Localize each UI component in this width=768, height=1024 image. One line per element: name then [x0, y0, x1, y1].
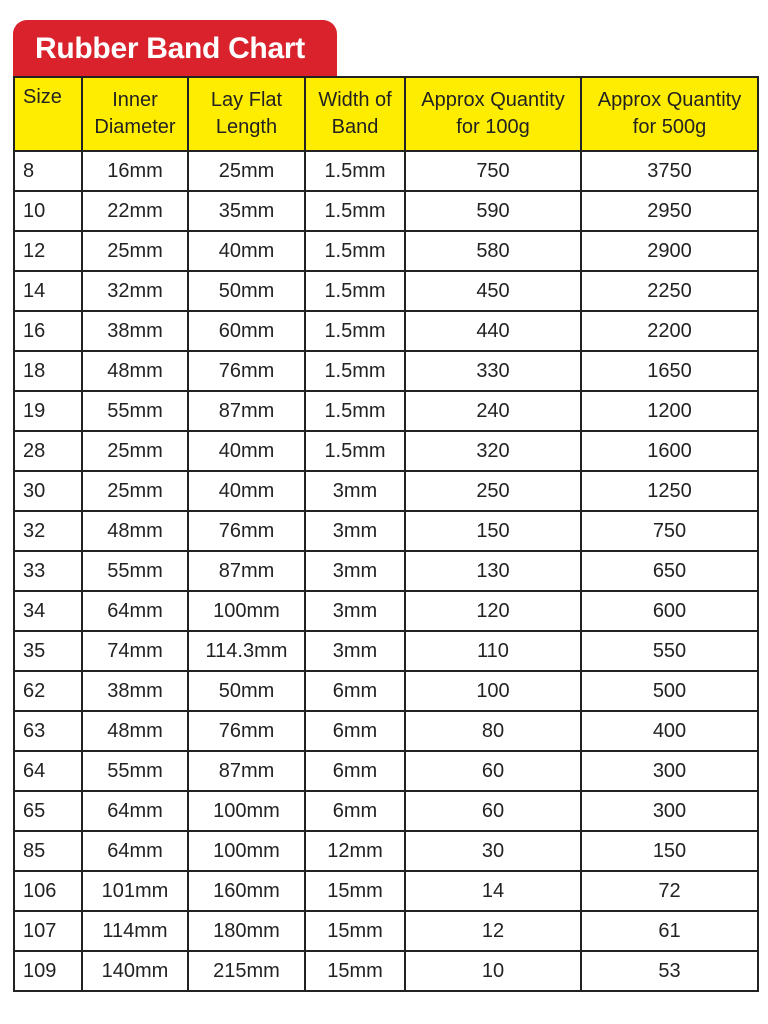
table-row	[14, 311, 758, 351]
cell-qty-100g: 100	[405, 671, 581, 711]
cell-width-of-band: 15mm	[305, 871, 405, 911]
cell-lay-flat-length: 215mm	[188, 951, 305, 991]
cell-qty-500g: 2200	[581, 311, 758, 351]
cell-size: 65	[14, 791, 82, 831]
header-qty-500g-line2: for 500g	[632, 116, 707, 138]
cell-width-of-band: 1.5mm	[305, 151, 405, 191]
header-width-of-band	[305, 77, 405, 151]
cell-qty-100g: 250	[405, 471, 581, 511]
header-row	[14, 77, 758, 151]
cell-lay-flat-length: 60mm	[188, 311, 305, 351]
cell-qty-100g: 30	[405, 831, 581, 871]
cell-inner-diameter: 48mm	[82, 351, 188, 391]
cell-lay-flat-length: 40mm	[188, 431, 305, 471]
cell-size: 85	[14, 831, 82, 871]
cell-qty-500g: 550	[581, 631, 758, 671]
cell-inner-diameter: 25mm	[82, 231, 188, 271]
table-row	[14, 191, 758, 231]
cell-qty-500g: 500	[581, 671, 758, 711]
cell-lay-flat-length: 160mm	[188, 871, 305, 911]
cell-size: 28	[14, 431, 82, 471]
cell-qty-100g: 110	[405, 631, 581, 671]
cell-inner-diameter: 64mm	[82, 791, 188, 831]
cell-lay-flat-length: 87mm	[188, 391, 305, 431]
header-lay-flat-length-line2: Length	[215, 116, 278, 138]
cell-size: 8	[14, 151, 82, 191]
cell-qty-500g: 750	[581, 511, 758, 551]
cell-qty-100g: 60	[405, 791, 581, 831]
header-width-of-band-line1: Width of	[318, 89, 392, 111]
header-size	[14, 77, 82, 151]
cell-inner-diameter: 38mm	[82, 311, 188, 351]
table-header	[14, 77, 758, 151]
table-row	[14, 231, 758, 271]
cell-qty-500g: 300	[581, 751, 758, 791]
cell-width-of-band: 1.5mm	[305, 311, 405, 351]
cell-qty-500g: 650	[581, 551, 758, 591]
table-row	[14, 951, 758, 991]
cell-width-of-band: 1.5mm	[305, 191, 405, 231]
table-row	[14, 831, 758, 871]
page-title: Rubber Band Chart	[35, 32, 305, 65]
table-row	[14, 351, 758, 391]
cell-size: 62	[14, 671, 82, 711]
table-row	[14, 871, 758, 911]
table-row	[14, 511, 758, 551]
cell-lay-flat-length: 100mm	[188, 831, 305, 871]
table-row	[14, 271, 758, 311]
cell-qty-100g: 750	[405, 151, 581, 191]
cell-inner-diameter: 16mm	[82, 151, 188, 191]
cell-inner-diameter: 55mm	[82, 751, 188, 791]
cell-width-of-band: 3mm	[305, 591, 405, 631]
cell-qty-500g: 1200	[581, 391, 758, 431]
cell-inner-diameter: 32mm	[82, 271, 188, 311]
header-lay-flat-length	[188, 77, 305, 151]
cell-lay-flat-length: 25mm	[188, 151, 305, 191]
cell-inner-diameter: 74mm	[82, 631, 188, 671]
cell-lay-flat-length: 100mm	[188, 791, 305, 831]
cell-qty-100g: 580	[405, 231, 581, 271]
cell-qty-100g: 590	[405, 191, 581, 231]
cell-inner-diameter: 38mm	[82, 671, 188, 711]
table-row	[14, 151, 758, 191]
header-qty-100g-line1: Approx Quantity	[421, 89, 565, 111]
cell-lay-flat-length: 35mm	[188, 191, 305, 231]
cell-qty-100g: 440	[405, 311, 581, 351]
cell-lay-flat-length: 40mm	[188, 471, 305, 511]
cell-width-of-band: 6mm	[305, 711, 405, 751]
cell-qty-500g: 2250	[581, 271, 758, 311]
cell-inner-diameter: 101mm	[82, 871, 188, 911]
cell-inner-diameter: 22mm	[82, 191, 188, 231]
cell-width-of-band: 15mm	[305, 951, 405, 991]
cell-inner-diameter: 48mm	[82, 711, 188, 751]
cell-size: 63	[14, 711, 82, 751]
cell-qty-100g: 450	[405, 271, 581, 311]
table-row	[14, 471, 758, 511]
cell-qty-100g: 130	[405, 551, 581, 591]
cell-lay-flat-length: 87mm	[188, 551, 305, 591]
cell-qty-500g: 1600	[581, 431, 758, 471]
table-row	[14, 591, 758, 631]
cell-width-of-band: 6mm	[305, 671, 405, 711]
cell-size: 14	[14, 271, 82, 311]
cell-qty-100g: 60	[405, 751, 581, 791]
cell-width-of-band: 6mm	[305, 751, 405, 791]
cell-lay-flat-length: 50mm	[188, 671, 305, 711]
cell-width-of-band: 3mm	[305, 631, 405, 671]
cell-width-of-band: 1.5mm	[305, 271, 405, 311]
table-row	[14, 751, 758, 791]
cell-size: 64	[14, 751, 82, 791]
cell-qty-100g: 14	[405, 871, 581, 911]
cell-size: 19	[14, 391, 82, 431]
cell-lay-flat-length: 100mm	[188, 591, 305, 631]
table-row	[14, 671, 758, 711]
cell-lay-flat-length: 76mm	[188, 351, 305, 391]
cell-qty-500g: 1650	[581, 351, 758, 391]
cell-qty-500g: 150	[581, 831, 758, 871]
cell-qty-100g: 10	[405, 951, 581, 991]
cell-qty-100g: 80	[405, 711, 581, 751]
cell-size: 30	[14, 471, 82, 511]
cell-inner-diameter: 64mm	[82, 591, 188, 631]
cell-qty-500g: 2900	[581, 231, 758, 271]
cell-width-of-band: 1.5mm	[305, 391, 405, 431]
cell-lay-flat-length: 76mm	[188, 511, 305, 551]
rubber-band-table	[13, 76, 759, 992]
cell-inner-diameter: 25mm	[82, 431, 188, 471]
cell-qty-500g: 300	[581, 791, 758, 831]
cell-qty-100g: 240	[405, 391, 581, 431]
cell-inner-diameter: 114mm	[82, 911, 188, 951]
cell-inner-diameter: 55mm	[82, 391, 188, 431]
table-body	[14, 151, 758, 991]
cell-width-of-band: 3mm	[305, 551, 405, 591]
cell-qty-500g: 72	[581, 871, 758, 911]
cell-width-of-band: 3mm	[305, 471, 405, 511]
cell-width-of-band: 1.5mm	[305, 431, 405, 471]
table-row	[14, 791, 758, 831]
cell-qty-100g: 12	[405, 911, 581, 951]
cell-qty-100g: 150	[405, 511, 581, 551]
header-width-of-band-line2: Band	[331, 116, 379, 138]
cell-size: 16	[14, 311, 82, 351]
cell-width-of-band: 1.5mm	[305, 231, 405, 271]
cell-lay-flat-length: 87mm	[188, 751, 305, 791]
cell-qty-500g: 600	[581, 591, 758, 631]
table-row	[14, 431, 758, 471]
cell-size: 35	[14, 631, 82, 671]
cell-qty-100g: 120	[405, 591, 581, 631]
cell-inner-diameter: 25mm	[82, 471, 188, 511]
cell-size: 33	[14, 551, 82, 591]
cell-size: 32	[14, 511, 82, 551]
cell-width-of-band: 3mm	[305, 511, 405, 551]
cell-qty-500g: 3750	[581, 151, 758, 191]
cell-qty-500g: 1250	[581, 471, 758, 511]
cell-lay-flat-length: 50mm	[188, 271, 305, 311]
cell-size: 109	[14, 951, 82, 991]
table-row	[14, 631, 758, 671]
cell-size: 10	[14, 191, 82, 231]
title-tab	[13, 20, 337, 80]
cell-width-of-band: 1.5mm	[305, 351, 405, 391]
header-inner-diameter-line1: Inner	[112, 89, 158, 111]
cell-qty-100g: 320	[405, 431, 581, 471]
cell-qty-500g: 2950	[581, 191, 758, 231]
header-qty-100g	[405, 77, 581, 151]
cell-size: 106	[14, 871, 82, 911]
header-size-line1: Size	[23, 86, 62, 108]
cell-size: 18	[14, 351, 82, 391]
cell-size: 12	[14, 231, 82, 271]
cell-size: 107	[14, 911, 82, 951]
cell-inner-diameter: 64mm	[82, 831, 188, 871]
cell-qty-500g: 61	[581, 911, 758, 951]
header-inner-diameter-line2: Diameter	[94, 116, 176, 138]
cell-inner-diameter: 48mm	[82, 511, 188, 551]
header-lay-flat-length-line1: Lay Flat	[210, 89, 283, 111]
cell-inner-diameter: 55mm	[82, 551, 188, 591]
cell-qty-500g: 400	[581, 711, 758, 751]
table-row	[14, 391, 758, 431]
cell-width-of-band: 6mm	[305, 791, 405, 831]
table-row	[14, 551, 758, 591]
cell-width-of-band: 15mm	[305, 911, 405, 951]
cell-lay-flat-length: 180mm	[188, 911, 305, 951]
header-qty-100g-line2: for 100g	[456, 116, 530, 138]
cell-size: 34	[14, 591, 82, 631]
table-row	[14, 711, 758, 751]
cell-lay-flat-length: 114.3mm	[188, 631, 305, 671]
cell-qty-500g: 53	[581, 951, 758, 991]
cell-width-of-band: 12mm	[305, 831, 405, 871]
header-qty-500g-line1: Approx Quantity	[597, 89, 742, 111]
table-row	[14, 911, 758, 951]
cell-lay-flat-length: 40mm	[188, 231, 305, 271]
header-qty-500g	[581, 77, 758, 151]
header-inner-diameter	[82, 77, 188, 151]
cell-lay-flat-length: 76mm	[188, 711, 305, 751]
cell-inner-diameter: 140mm	[82, 951, 188, 991]
cell-qty-100g: 330	[405, 351, 581, 391]
